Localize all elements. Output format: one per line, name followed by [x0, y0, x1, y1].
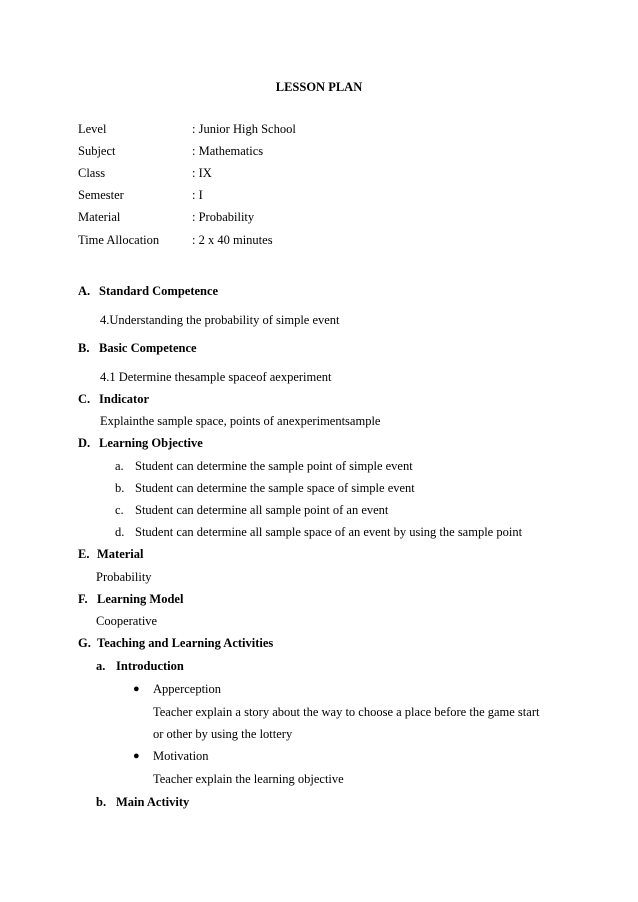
section-a-text: 4.Understanding the probability of simple event — [100, 313, 340, 327]
bullet-icon: ● — [133, 750, 140, 762]
info-value-time-allocation: : 2 x 40 minutes — [192, 233, 273, 247]
section-e-letter: E. — [78, 547, 90, 561]
section-g-letter: G. — [78, 636, 91, 650]
section-c-text: Explainthe sample space, points of anexperimentsample — [100, 414, 381, 428]
section-a-letter: A. — [78, 284, 91, 298]
info-value-material: : Probability — [192, 210, 255, 224]
info-value-level: : Junior High School — [192, 122, 296, 136]
subsection-a-title: Introduction — [116, 659, 184, 673]
bullet-apperception-line: or other by using the lottery — [153, 727, 293, 741]
section-e-text: Probability — [96, 570, 152, 584]
section-e-title: Material — [97, 547, 144, 561]
section-d-letter: D. — [78, 436, 91, 450]
subsection-b-letter: b. — [96, 795, 107, 809]
subsection-b-title: Main Activity — [116, 795, 190, 809]
section-d-title: Learning Objective — [99, 436, 203, 450]
section-f-letter: F. — [78, 592, 88, 606]
section-b-text: 4.1 Determine thesample spaceof aexperiment — [100, 370, 332, 384]
objective-b-text: Student can determine the sample space of simple event — [135, 481, 415, 495]
section-f-title: Learning Model — [97, 592, 184, 606]
objective-a-text: Student can determine the sample point of simple event — [135, 459, 413, 473]
info-label-subject: Subject — [78, 144, 116, 158]
section-c-title: Indicator — [99, 392, 149, 406]
section-b-title: Basic Competence — [99, 341, 197, 355]
document-title: LESSON PLAN — [275, 80, 363, 94]
objective-c-text: Student can determine all sample point of an event — [135, 503, 389, 517]
info-label-material: Material — [78, 210, 121, 224]
bullet-motivation-head: Motivation — [153, 749, 209, 763]
bullet-apperception-line: Teacher explain a story about the way to choose a place before the game start — [153, 705, 540, 719]
info-label-time-allocation: Time Allocation — [78, 233, 160, 247]
bullet-motivation-line: Teacher explain the learning objective — [153, 772, 344, 786]
objective-c-letter: c. — [115, 503, 124, 517]
info-value-subject: : Mathematics — [192, 144, 264, 158]
info-value-semester: : I — [192, 188, 203, 202]
objective-a-letter: a. — [115, 459, 124, 473]
objective-d-letter: d. — [115, 525, 125, 539]
bullet-icon: ● — [133, 683, 140, 695]
info-label-class: Class — [78, 166, 106, 180]
info-label-level: Level — [78, 122, 107, 136]
subsection-a-letter: a. — [96, 659, 106, 673]
info-label-semester: Semester — [78, 188, 124, 202]
section-a-title: Standard Competence — [99, 284, 219, 298]
bullet-apperception-head: Apperception — [153, 682, 222, 696]
section-b-letter: B. — [78, 341, 90, 355]
info-value-class: : IX — [192, 166, 212, 180]
objective-b-letter: b. — [115, 481, 125, 495]
section-c-letter: C. — [78, 392, 91, 406]
objective-d-text: Student can determine all sample space of an event by using the sample point — [135, 525, 523, 539]
section-g-title: Teaching and Learning Activities — [97, 636, 274, 650]
section-f-text: Cooperative — [96, 614, 158, 628]
